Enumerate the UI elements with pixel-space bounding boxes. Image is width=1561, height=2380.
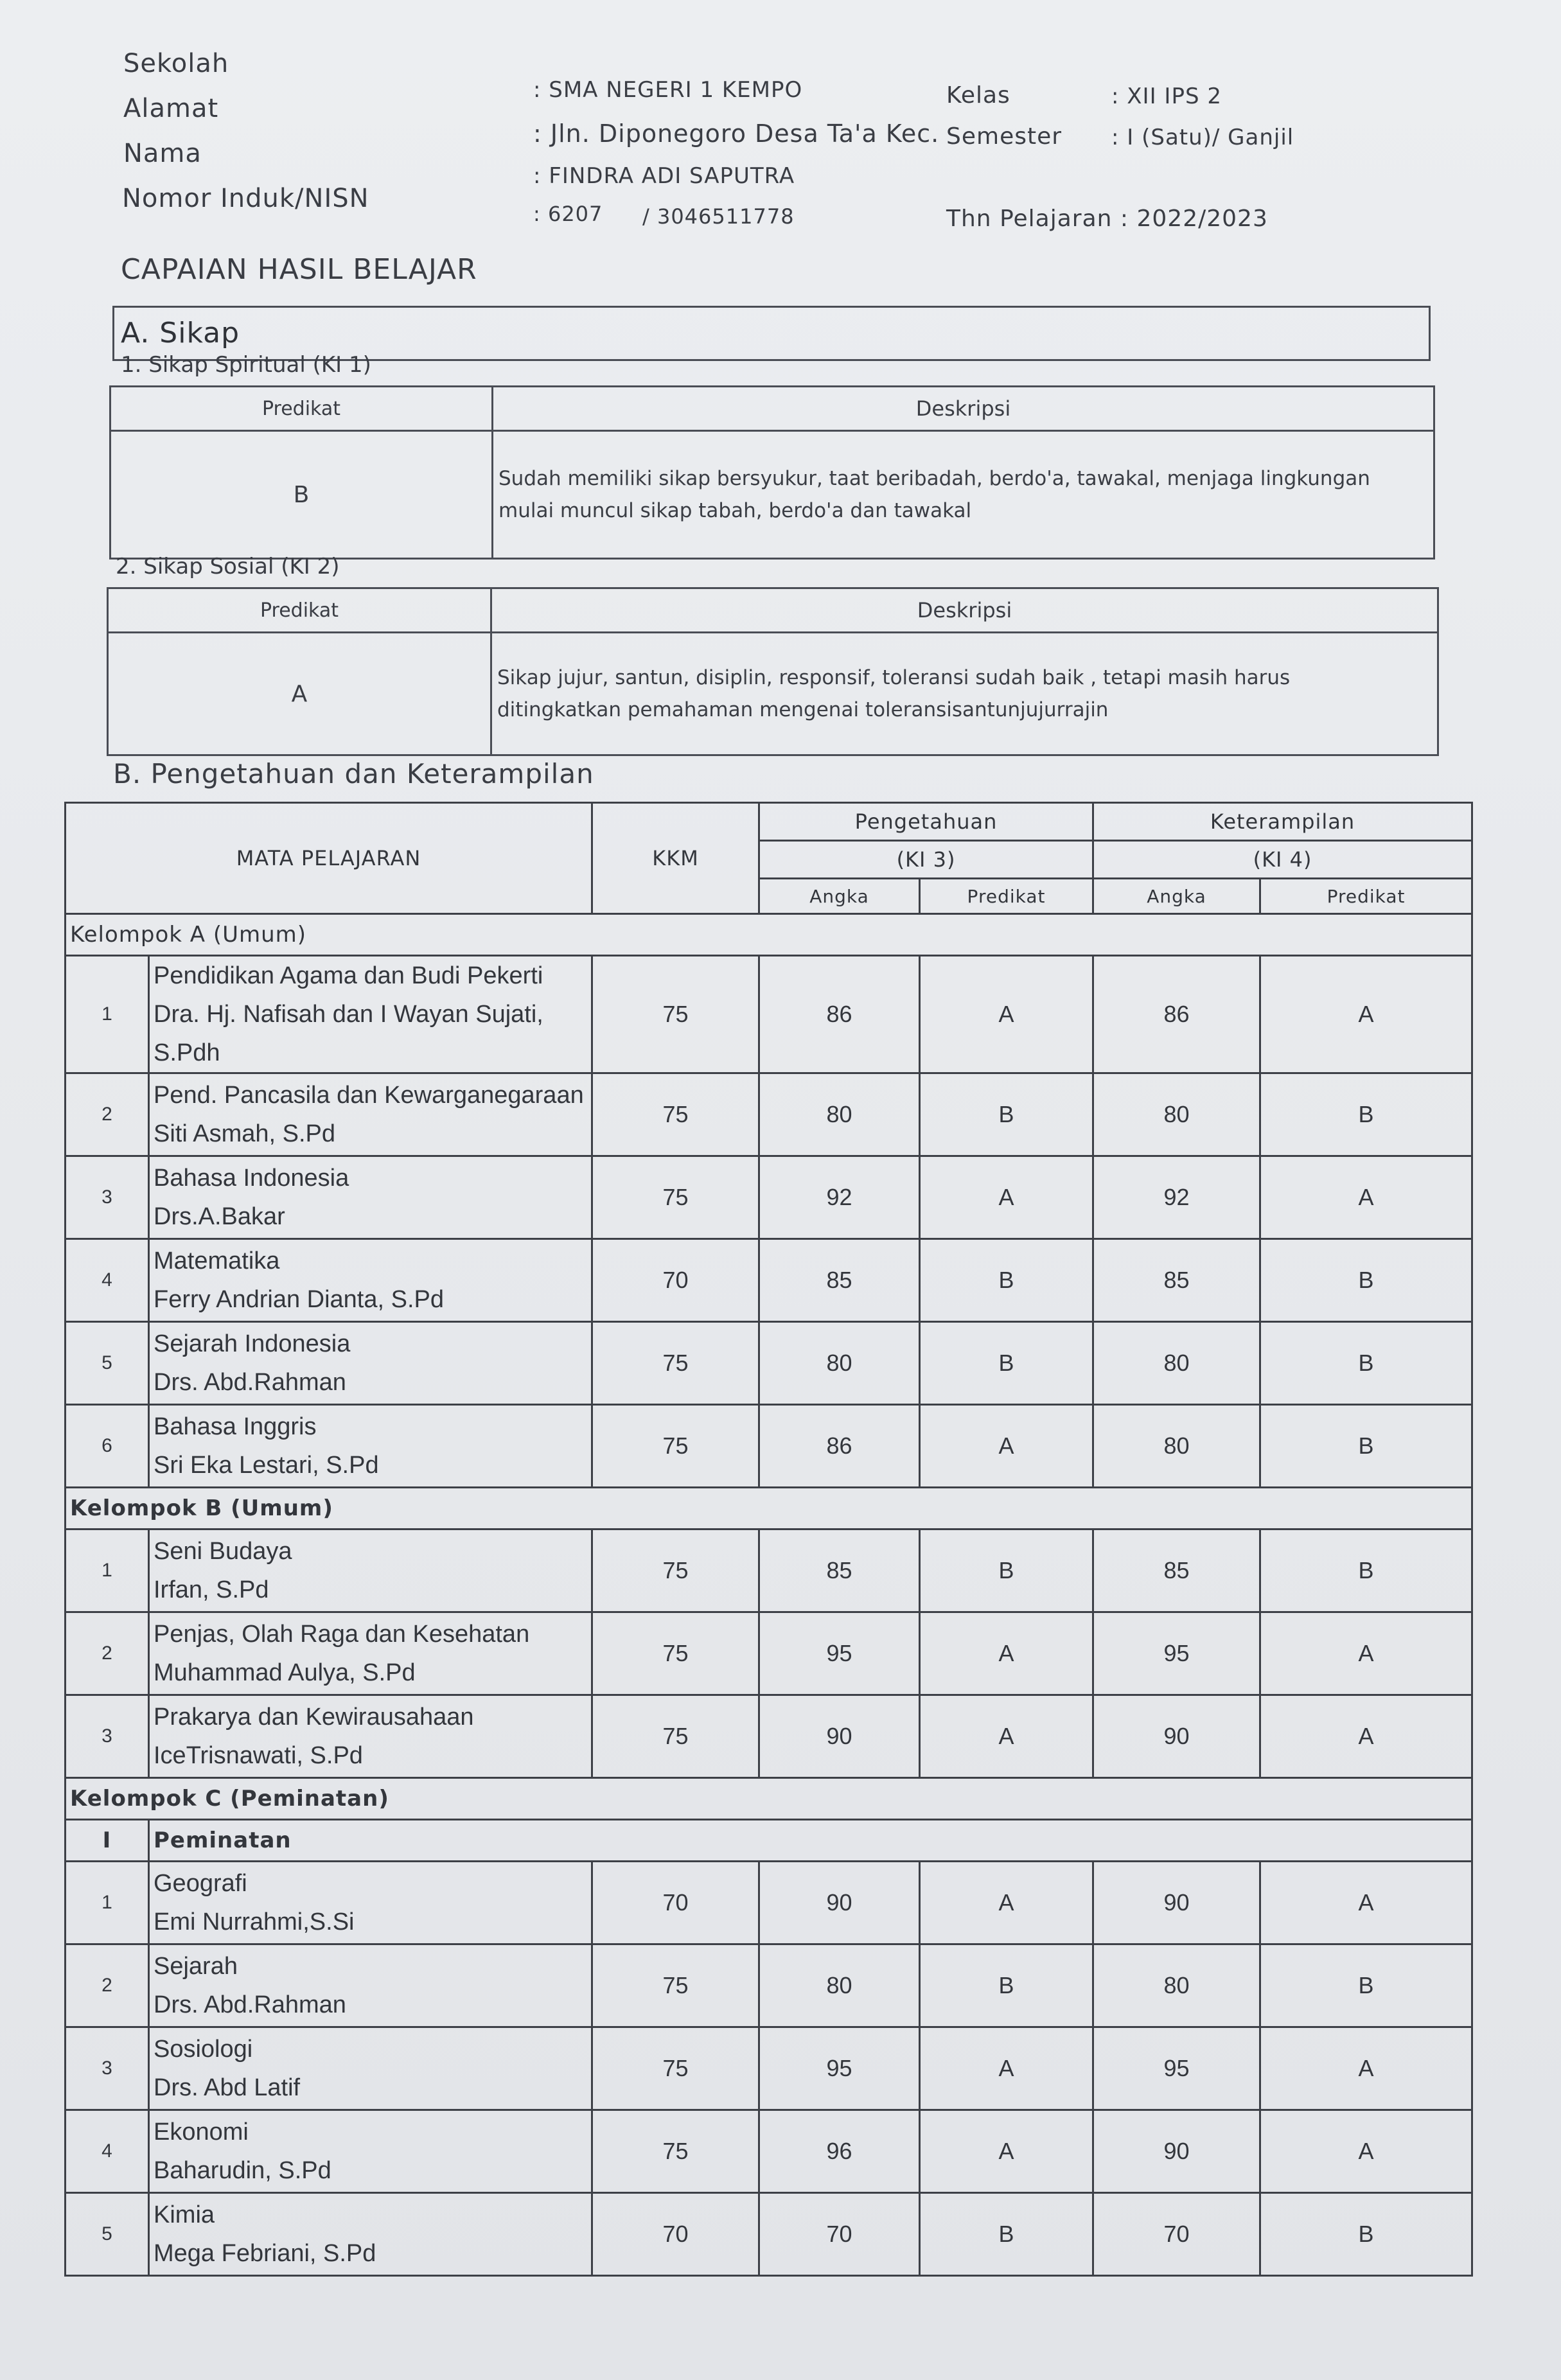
kkm-value: 75 (592, 2027, 759, 2110)
table-row (66, 1322, 1472, 1405)
table-row (66, 1156, 1472, 1239)
keterampilan-angka: 85 (1093, 1239, 1260, 1322)
row-number: 2 (66, 1073, 149, 1156)
keterampilan-angka: 80 (1093, 1322, 1260, 1405)
pengetahuan-predikat: A (920, 1405, 1093, 1488)
kkm-value: 70 (592, 2193, 759, 2276)
subject-name: Sosiologi (154, 2036, 253, 2063)
pengetahuan-angka: 80 (759, 1944, 920, 2027)
keterampilan-predikat: A (1260, 2027, 1472, 2110)
row-number: 1 (66, 1529, 149, 1612)
pengetahuan-predikat: B (920, 1073, 1093, 1156)
teacher-name: Siti Asmah, S.Pd (154, 1120, 336, 1147)
label-nisn: Nomor Induk/NISN (122, 184, 369, 213)
header-p-angka: Angka (759, 879, 920, 914)
pengetahuan-predikat: B (920, 2193, 1093, 2276)
sosial-predikat-header: Predikat (108, 588, 491, 633)
keterampilan-angka: 95 (1093, 1612, 1260, 1695)
header-p-predikat: Predikat (920, 879, 1093, 914)
row-number: 6 (66, 1405, 149, 1488)
subject-cell (149, 1695, 592, 1778)
value-nisn: / 3046511778 (642, 204, 795, 229)
header-mata-pelajaran: MATA PELAJARAN (66, 803, 592, 914)
kkm-value: 75 (592, 1156, 759, 1239)
subject-cell (149, 1862, 592, 1944)
label-class: Kelas (946, 82, 1010, 109)
sosial-deskripsi-header: Deskripsi (491, 588, 1438, 633)
row-number: 3 (66, 2027, 149, 2110)
pengetahuan-angka: 92 (759, 1156, 920, 1239)
subject-name: Pend. Pancasila dan Kewarganegaraan (154, 1082, 584, 1109)
pengetahuan-angka: 80 (759, 1322, 920, 1405)
spiritual-deskripsi: Sudah memiliki sikap bersyukur, taat beribadah, berdo'a, tawakal, menjaga lingkungan mulai muncul sikap tabah, berdo'a dan tawakal (493, 431, 1434, 559)
keterampilan-predikat: A (1260, 1862, 1472, 1944)
teacher-name: Ferry Andrian Dianta, S.Pd (154, 1286, 444, 1313)
table-row (66, 1239, 1472, 1322)
page-title: CAPAIAN HASIL BELAJAR (121, 253, 477, 286)
keterampilan-angka: 80 (1093, 1405, 1260, 1488)
value-address: : Jln. Diponegoro Desa Ta'a Kec. (533, 119, 940, 148)
keterampilan-angka: 90 (1093, 2110, 1260, 2193)
row-number: 5 (66, 1322, 149, 1405)
subject-cell (149, 1156, 592, 1239)
kkm-value: 75 (592, 1529, 759, 1612)
keterampilan-angka: 85 (1093, 1529, 1260, 1612)
row-number: 4 (66, 2110, 149, 2193)
value-name: : FINDRA ADI SAPUTRA (533, 163, 795, 189)
label-name: Nama (123, 139, 202, 168)
pengetahuan-predikat: B (920, 1239, 1093, 1322)
label-address: Alamat (123, 94, 219, 123)
table-row (66, 956, 1472, 1073)
pengetahuan-angka: 70 (759, 2193, 920, 2276)
table-row (66, 2193, 1472, 2276)
subject-cell (149, 2193, 592, 2276)
subject-cell (149, 2027, 592, 2110)
pengetahuan-angka: 86 (759, 956, 920, 1073)
subject-cell (149, 1405, 592, 1488)
subject-cell (149, 1944, 592, 2027)
subject-name: Geografi (154, 1870, 247, 1897)
pengetahuan-predikat: A (920, 956, 1093, 1073)
sosial-title: 2. Sikap Sosial (KI 2) (116, 554, 340, 579)
pengetahuan-predikat: A (920, 1156, 1093, 1239)
subject-name: Penjas, Olah Raga dan Kesehatan (154, 1621, 530, 1648)
pengetahuan-predikat: A (920, 2027, 1093, 2110)
spiritual-predikat-header: Predikat (110, 387, 493, 431)
value-school: : SMA NEGERI 1 KEMPO (533, 77, 803, 103)
subject-name: Seni Budaya (154, 1538, 292, 1565)
header-keterampilan: Keterampilan (1093, 803, 1472, 841)
pengetahuan-angka: 80 (759, 1073, 920, 1156)
keterampilan-angka: 90 (1093, 1862, 1260, 1944)
keterampilan-predikat: A (1260, 1156, 1472, 1239)
table-row (66, 2110, 1472, 2193)
pengetahuan-angka: 96 (759, 2110, 920, 2193)
spiritual-title: 1. Sikap Spiritual (KI 1) (121, 352, 371, 378)
kkm-value: 75 (592, 1073, 759, 1156)
teacher-name: Sri Eka Lestari, S.Pd (154, 1452, 379, 1479)
table-row (66, 1695, 1472, 1778)
keterampilan-predikat: B (1260, 1322, 1472, 1405)
subject-name: Sejarah Indonesia (154, 1330, 351, 1357)
table-row (66, 2027, 1472, 2110)
teacher-name: Emi Nurrahmi,S.Si (154, 1908, 355, 1935)
teacher-name: Drs.A.Bakar (154, 1203, 285, 1230)
keterampilan-predikat: A (1260, 956, 1472, 1073)
kkm-value: 70 (592, 1239, 759, 1322)
teacher-name: Irfan, S.Pd (154, 1576, 269, 1603)
pengetahuan-angka: 95 (759, 2027, 920, 2110)
subject-name: Ekonomi (154, 2119, 249, 2146)
teacher-name: Drs. Abd.Rahman (154, 1991, 346, 2018)
header-k-predikat: Predikat (1260, 879, 1472, 914)
keterampilan-predikat: B (1260, 1239, 1472, 1322)
label-year: Thn Pelajaran : 2022/2023 (946, 206, 1268, 232)
header-keterampilan-ki: (KI 4) (1093, 841, 1472, 879)
teacher-name: Drs. Abd.Rahman (154, 1369, 346, 1396)
pengetahuan-predikat: B (920, 1529, 1093, 1612)
label-school: Sekolah (123, 49, 229, 78)
subject-name: Sejarah (154, 1953, 238, 1980)
subject-cell (149, 1239, 592, 1322)
group-c-title: Kelompok C (Peminatan) (66, 1778, 1472, 1820)
row-number: 2 (66, 1612, 149, 1695)
pengetahuan-predikat: A (920, 1695, 1093, 1778)
keterampilan-angka: 92 (1093, 1156, 1260, 1239)
subject-name: Matematika (154, 1247, 280, 1274)
keterampilan-angka: 86 (1093, 956, 1260, 1073)
header-pengetahuan: Pengetahuan (759, 803, 1093, 841)
kkm-value: 75 (592, 2110, 759, 2193)
sosial-predikat: A (108, 633, 491, 755)
subject-name: Pendidikan Agama dan Budi Pekerti (154, 962, 543, 989)
subject-name: Kimia (154, 2201, 215, 2228)
header-kkm: KKM (592, 803, 759, 914)
keterampilan-predikat: A (1260, 1695, 1472, 1778)
subject-cell (149, 1322, 592, 1405)
pengetahuan-angka: 95 (759, 1612, 920, 1695)
spiritual-deskripsi-header: Deskripsi (493, 387, 1434, 431)
keterampilan-angka: 80 (1093, 1073, 1260, 1156)
keterampilan-predikat: B (1260, 1405, 1472, 1488)
value-class: : XII IPS 2 (1111, 84, 1222, 109)
row-number: 3 (66, 1695, 149, 1778)
keterampilan-predikat: A (1260, 2110, 1472, 2193)
keterampilan-predikat: B (1260, 1529, 1472, 1612)
table-row (66, 1944, 1472, 2027)
row-number: 5 (66, 2193, 149, 2276)
grades-table (64, 802, 1473, 2277)
header-pengetahuan-ki: (KI 3) (759, 841, 1093, 879)
teacher-name: Drs. Abd Latif (154, 2074, 301, 2101)
pengetahuan-predikat: A (920, 2110, 1093, 2193)
kkm-value: 75 (592, 1944, 759, 2027)
keterampilan-predikat: B (1260, 2193, 1472, 2276)
section-b-title: B. Pengetahuan dan Keterampilan (113, 758, 594, 789)
keterampilan-predikat: A (1260, 1612, 1472, 1695)
pengetahuan-angka: 86 (759, 1405, 920, 1488)
subject-name: Bahasa Indonesia (154, 1165, 349, 1192)
spiritual-table (109, 385, 1435, 560)
sosial-deskripsi: Sikap jujur, santun, disiplin, responsif, toleransi sudah baik , tetapi masih harus ditingkatkan pemahaman mengenai toleransisantunjujurrajin (491, 633, 1438, 755)
header-k-angka: Angka (1093, 879, 1260, 914)
table-row (66, 1612, 1472, 1695)
section-a-title: A. Sikap (121, 317, 240, 349)
kkm-value: 75 (592, 1695, 759, 1778)
kkm-value: 75 (592, 1405, 759, 1488)
label-semester: Semester (946, 123, 1063, 150)
pengetahuan-predikat: B (920, 1322, 1093, 1405)
subject-name: Prakarya dan Kewirausahaan (154, 1704, 474, 1731)
keterampilan-angka: 90 (1093, 1695, 1260, 1778)
row-number: 3 (66, 1156, 149, 1239)
subject-cell (149, 1073, 592, 1156)
teacher-name: Mega Febriani, S.Pd (154, 2240, 376, 2267)
spiritual-predikat: B (110, 431, 493, 559)
teacher-name: Muhammad Aulya, S.Pd (154, 1659, 416, 1686)
subject-cell (149, 2110, 592, 2193)
keterampilan-angka: 80 (1093, 1944, 1260, 2027)
table-row (66, 1073, 1472, 1156)
kkm-value: 75 (592, 956, 759, 1073)
group-a-title: Kelompok A (Umum) (66, 914, 1472, 956)
subject-cell (149, 1529, 592, 1612)
pengetahuan-predikat: A (920, 1862, 1093, 1944)
keterampilan-angka: 95 (1093, 2027, 1260, 2110)
row-number: 1 (66, 956, 149, 1073)
table-row (66, 1862, 1472, 1944)
keterampilan-predikat: B (1260, 1073, 1472, 1156)
group-c-sub-title: Peminatan (149, 1820, 1472, 1862)
sosial-table (107, 587, 1439, 756)
row-number: 4 (66, 1239, 149, 1322)
subject-name: Bahasa Inggris (154, 1413, 317, 1440)
pengetahuan-angka: 85 (759, 1239, 920, 1322)
keterampilan-angka: 70 (1093, 2193, 1260, 2276)
teacher-name: IceTrisnawati, S.Pd (154, 1742, 363, 1769)
group-c-sub-number: I (66, 1820, 149, 1862)
pengetahuan-predikat: B (920, 1944, 1093, 2027)
keterampilan-predikat: B (1260, 1944, 1472, 2027)
group-b-title: Kelompok B (Umum) (66, 1488, 1472, 1529)
teacher-name: Dra. Hj. Nafisah dan I Wayan Sujati, S.Pdh (154, 1001, 543, 1066)
value-nisn-induk: : 6207 (533, 202, 603, 226)
kkm-value: 75 (592, 1322, 759, 1405)
value-semester: : I (Satu)/ Ganjil (1111, 125, 1294, 150)
teacher-name: Baharudin, S.Pd (154, 2157, 331, 2184)
kkm-value: 70 (592, 1862, 759, 1944)
pengetahuan-angka: 90 (759, 1862, 920, 1944)
table-row (66, 1405, 1472, 1488)
row-number: 1 (66, 1862, 149, 1944)
pengetahuan-angka: 90 (759, 1695, 920, 1778)
row-number: 2 (66, 1944, 149, 2027)
kkm-value: 75 (592, 1612, 759, 1695)
pengetahuan-angka: 85 (759, 1529, 920, 1612)
pengetahuan-predikat: A (920, 1612, 1093, 1695)
subject-cell (149, 956, 592, 1073)
table-row (66, 1529, 1472, 1612)
subject-cell (149, 1612, 592, 1695)
